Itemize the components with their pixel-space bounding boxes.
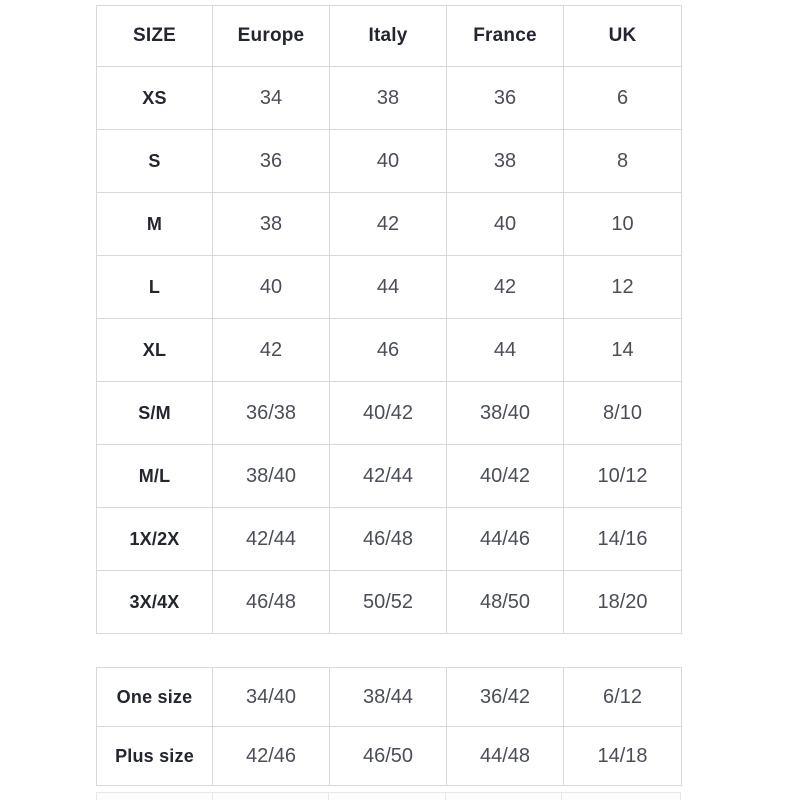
uk-value: 18/20 [564,571,682,634]
europe-value: 42 [213,319,330,382]
column-header-size: SIZE [97,6,213,67]
italy-value: 38/44 [330,668,447,727]
uk-value: 12 [564,256,682,319]
europe-value: 46/48 [213,571,330,634]
italy-value: 40 [330,130,447,193]
table-row-sm [97,382,682,445]
france-value: 44/46 [447,508,564,571]
italy-value: 40/42 [330,382,447,445]
europe-value: 36/38 [213,382,330,445]
italy-value: 42/44 [330,445,447,508]
europe-value: 34/40 [213,668,330,727]
cropped-cell-stub [213,793,330,800]
italy-value: 46 [330,319,447,382]
france-value: 40 [447,193,564,256]
size-label: 3X/4X [97,571,213,634]
cropped-cell-stub [562,793,680,800]
uk-value: 14 [564,319,682,382]
table-row-plus-size [97,727,682,786]
size-conversion-table [96,5,682,634]
france-value: 44 [447,319,564,382]
size-label: XS [97,67,213,130]
france-value: 48/50 [447,571,564,634]
size-label: L [97,256,213,319]
uk-value: 6 [564,67,682,130]
size-label: XL [97,319,213,382]
size-label: M/L [97,445,213,508]
europe-value: 40 [213,256,330,319]
table-row-xs [97,67,682,130]
france-value: 38 [447,130,564,193]
europe-value: 42/46 [213,727,330,786]
europe-value: 36 [213,130,330,193]
column-header-france: France [447,6,564,67]
france-value: 38/40 [447,382,564,445]
uk-value: 6/12 [564,668,682,727]
europe-value: 42/44 [213,508,330,571]
uk-value: 10 [564,193,682,256]
france-value: 36/42 [447,668,564,727]
table-row-xl [97,319,682,382]
cropped-cell-stub [446,793,563,800]
special-sizes-table [96,667,682,786]
size-label: S [97,130,213,193]
italy-value: 42 [330,193,447,256]
column-header-europe: Europe [213,6,330,67]
table-row-l [97,256,682,319]
italy-value: 38 [330,67,447,130]
europe-value: 34 [213,67,330,130]
uk-value: 8/10 [564,382,682,445]
size-label: M [97,193,213,256]
france-value: 40/42 [447,445,564,508]
size-label: 1X/2X [97,508,213,571]
uk-value: 10/12 [564,445,682,508]
cropped-cell-stub [97,793,213,800]
uk-value: 8 [564,130,682,193]
uk-value: 14/16 [564,508,682,571]
france-value: 44/48 [447,727,564,786]
table-row-one-size [97,668,682,727]
france-value: 36 [447,67,564,130]
cropped-cell-stub [329,793,446,800]
table-row-1x2x [97,508,682,571]
size-label: Plus size [97,727,213,786]
europe-value: 38 [213,193,330,256]
europe-value: 38/40 [213,445,330,508]
column-header-uk: UK [564,6,682,67]
table-row-m [97,193,682,256]
italy-value: 46/48 [330,508,447,571]
france-value: 42 [447,256,564,319]
cropped-next-table-edge [96,792,681,800]
header-row [97,6,682,67]
italy-value: 50/52 [330,571,447,634]
uk-value: 14/18 [564,727,682,786]
table-row-s [97,130,682,193]
size-label: One size [97,668,213,727]
italy-value: 46/50 [330,727,447,786]
table-row-3x4x [97,571,682,634]
italy-value: 44 [330,256,447,319]
table-row-ml [97,445,682,508]
column-header-italy: Italy [330,6,447,67]
size-label: S/M [97,382,213,445]
